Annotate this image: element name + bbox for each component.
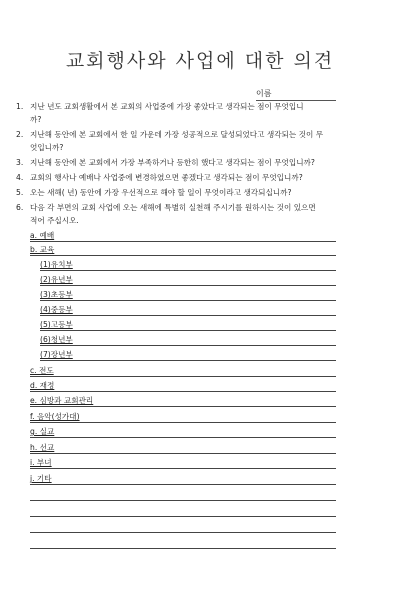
- item-education: b. 교육: [30, 245, 55, 254]
- question-4: 4. 교회의 행사나 예배나 사업중에 변경하였으면 좋겠다고 생각되는 점이 무엇입니까?: [16, 173, 303, 182]
- item-evangelism: c. 전도: [30, 366, 54, 375]
- answer-line[interactable]: [30, 422, 336, 423]
- blank-answer-line[interactable]: [30, 532, 336, 533]
- answer-line[interactable]: [30, 468, 336, 469]
- item-visitation: e. 심방과 교회관리: [30, 396, 94, 405]
- item-music: f. 음악(성가대): [30, 412, 80, 421]
- question-6: 6. 다음 각 부면의 교회 사업에 오는 새해에 특별히 실천해 주시기를 원하시는 것이 있으면 적어 주십시오.: [16, 203, 316, 225]
- item-primary: (2)유년부: [40, 275, 73, 284]
- answer-line[interactable]: [30, 241, 336, 242]
- answer-line[interactable]: [40, 315, 336, 316]
- item-middle: (4)중등부: [40, 305, 73, 314]
- item-women: i. 부녀: [30, 458, 52, 467]
- answer-line[interactable]: [40, 330, 336, 331]
- item-high: (5)고등부: [40, 320, 73, 329]
- answer-line[interactable]: [30, 376, 336, 377]
- item-elementary: (3)초등부: [40, 290, 73, 299]
- answer-line[interactable]: [40, 270, 336, 271]
- blank-answer-line[interactable]: [30, 548, 336, 549]
- answer-line[interactable]: [30, 391, 336, 392]
- question-1: 1. 지난 년도 교회생활에서 본 교회의 사업중에 가장 좋았다고 생각되는 점이 무엇입니 까?: [16, 102, 304, 124]
- answer-line[interactable]: [30, 484, 336, 485]
- item-worship: a. 예배: [30, 231, 55, 240]
- item-g: g. 실교: [30, 427, 55, 436]
- answer-line[interactable]: [30, 255, 336, 256]
- item-finance: d. 재정: [30, 381, 55, 390]
- answer-line[interactable]: [40, 285, 336, 286]
- item-mission: h. 선교: [30, 443, 55, 452]
- item-adult: (7)장년부: [40, 350, 73, 359]
- item-youth: (6)청년부: [40, 335, 73, 344]
- question-2: 2. 지난해 동안에 본 교회에서 한 일 가운데 가장 성공적으로 달성되었다고 생각되는 것이 무 엇입니까?: [16, 130, 324, 152]
- item-kindergarten: (1)유치부: [40, 260, 73, 269]
- answer-line[interactable]: [30, 437, 336, 438]
- answer-line[interactable]: [40, 360, 336, 361]
- name-label: 이름: [256, 89, 272, 98]
- blank-answer-line[interactable]: [30, 516, 336, 517]
- question-3: 3. 지난해 동안에 본 교회에서 가장 부족하거나 등한히 했다고 생각되는 점이 무엇입니까?: [16, 158, 315, 167]
- question-5: 5. 오는 새해( 년) 동안에 가장 우선적으로 해야 할 일이 무엇이라고 생각되십니까?: [16, 188, 292, 197]
- answer-line[interactable]: [30, 406, 336, 407]
- answer-line[interactable]: [40, 300, 336, 301]
- item-other: j. 기타: [30, 474, 52, 483]
- blank-answer-line[interactable]: [30, 500, 336, 501]
- answer-line[interactable]: [40, 345, 336, 346]
- page-title: 교회행사와 사업에 대한 의견: [65, 50, 335, 72]
- answer-line[interactable]: [30, 453, 336, 454]
